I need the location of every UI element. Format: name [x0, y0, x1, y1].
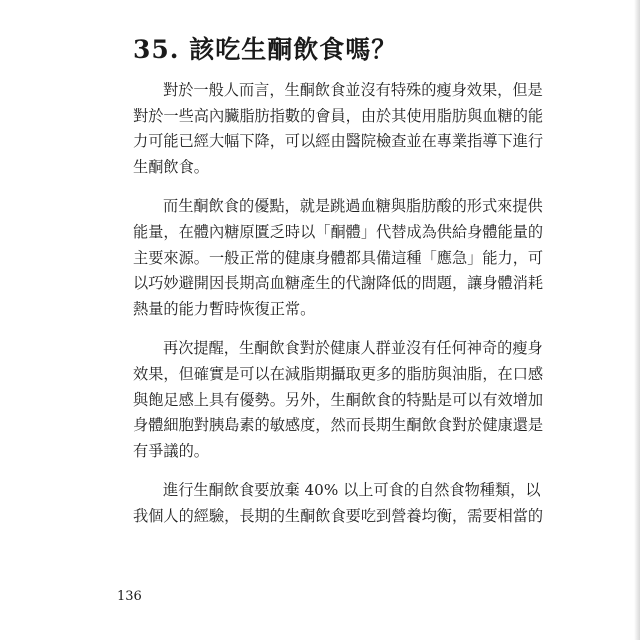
text-line: 對於一些高內臟脂肪指數的會員，由於其使用脂肪與血糖的能	[133, 106, 544, 125]
paragraph-1	[133, 78, 544, 180]
text-line: 熱量的能力暫時恢復正常。	[133, 299, 316, 318]
text-line: 而生酮飲食的優點，就是跳過血糖與脂肪酸的形式來提供	[163, 197, 543, 216]
page-number: 136	[117, 589, 142, 604]
paragraph-3	[133, 336, 544, 464]
text-line: 生酮飲食。	[133, 157, 209, 176]
text-line: 進行生酮飲食要放棄 40% 以上可食的自然食物種類，以	[163, 481, 541, 500]
text-line: 力可能已經大幅下降，可以經由醫院檢查並在專業指導下進行	[133, 132, 544, 151]
page-edge-shadow	[634, 0, 640, 640]
text-line: 以巧妙避開因長期高血糖產生的代謝降低的問題，讓身體消耗	[133, 274, 544, 293]
chapter-title: 35. 該吃生酮飲食嗎？	[133, 35, 398, 64]
body-text	[133, 78, 544, 544]
text-line: 效果，但確實是可以在減脂期攝取更多的脂肪與油脂，在口感	[133, 364, 544, 383]
text-line: 能量，在體內糖原匱乏時以「酮體」代替成為供給身體能量的	[133, 222, 544, 241]
text-line: 有爭議的。	[133, 441, 209, 460]
text-line: 對於一般人而言，生酮飲食並沒有特殊的瘦身效果，但是	[163, 81, 543, 99]
text-line: 再次提醒，生酮飲食對於健康人群並沒有任何神奇的瘦身	[163, 339, 543, 358]
text-line: 身體細胞對胰島素的敏感度，然而長期生酮飲食對於健康還是	[133, 416, 544, 435]
text-line: 我個人的經驗，長期的生酮飲食要吃到營養均衡，需要相當的	[133, 506, 544, 525]
text-line: 與飽足感上具有優勢。另外，生酮飲食的特點是可以有效增加	[133, 390, 544, 409]
paragraph-2	[133, 194, 544, 322]
text-line: 主要來源。一般正常的健康身體都具備這種「應急」能力，可	[133, 248, 544, 267]
paragraph-4	[133, 478, 544, 529]
